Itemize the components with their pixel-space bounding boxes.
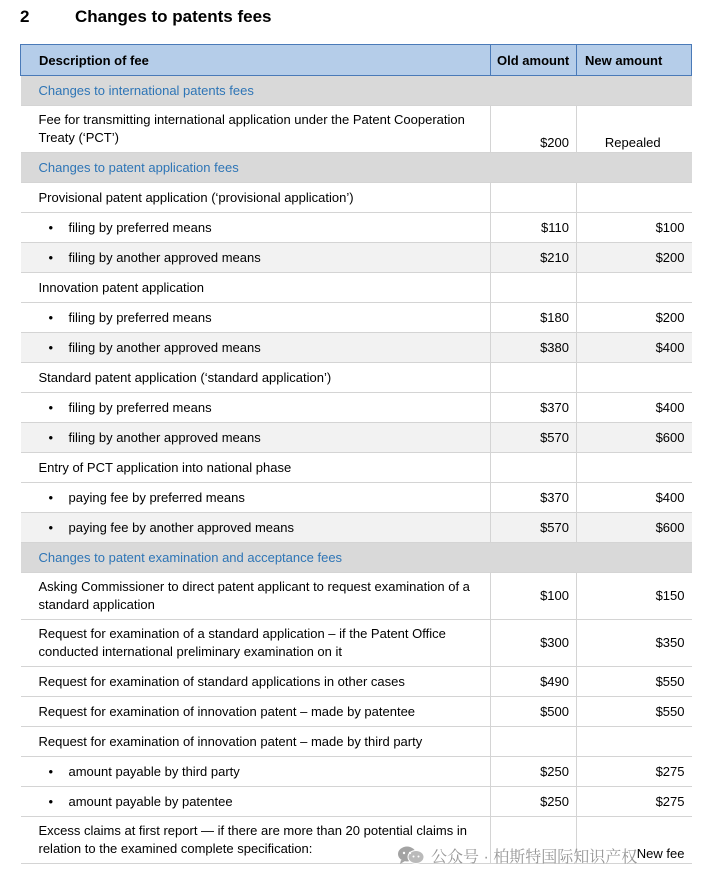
fee-description: Request for examination of standard applications in other cases <box>21 667 491 697</box>
section-label: Changes to patent application fees <box>21 153 692 183</box>
new-amount-cell: Repealed <box>577 106 692 153</box>
old-amount-cell <box>491 363 577 393</box>
fee-subitem-row <box>21 757 692 787</box>
old-amount-cell <box>491 453 577 483</box>
old-amount-cell <box>491 273 577 303</box>
fee-description: Request for examination of innovation patent – made by patentee <box>21 697 491 727</box>
new-amount-cell: $275 <box>577 787 692 817</box>
section-label: Changes to international patents fees <box>21 76 692 106</box>
section-row <box>21 76 692 106</box>
old-amount-cell: $570 <box>491 513 577 543</box>
old-amount-cell: $250 <box>491 787 577 817</box>
header-description: Description of fee <box>21 45 491 76</box>
fee-description: Asking Commissioner to direct patent applicant to request examination of a standard application <box>21 573 491 620</box>
bullet-icon: • <box>48 309 54 325</box>
fee-subitem-row <box>21 787 692 817</box>
fee-subitem-row <box>21 423 692 453</box>
table-header-row <box>21 45 692 76</box>
section-label: Changes to patent examination and acceptance fees <box>21 543 692 573</box>
new-amount-cell <box>577 727 692 757</box>
fee-description: Request for examination of innovation patent – made by third party <box>21 727 491 757</box>
new-amount-cell: $400 <box>577 393 692 423</box>
fee-description: Standard patent application (‘standard application’) <box>21 363 491 393</box>
new-amount-cell: $275 <box>577 757 692 787</box>
fee-subitem-description <box>21 393 491 423</box>
fee-description-text: filing by preferred means <box>68 309 212 325</box>
old-amount-cell: $100 <box>491 573 577 620</box>
fee-description-text: filing by another approved means <box>68 249 261 265</box>
fee-description: Innovation patent application <box>21 273 491 303</box>
section-row <box>21 543 692 573</box>
section-title: Changes to patents fees <box>75 7 272 26</box>
fee-subitem-row <box>21 393 692 423</box>
fee-subitem-row <box>21 483 692 513</box>
bullet-icon: • <box>48 763 54 779</box>
new-amount-cell <box>577 183 692 213</box>
fee-subitem-description <box>21 213 491 243</box>
fee-row <box>21 106 692 153</box>
old-amount-cell: $200 <box>491 106 577 153</box>
fee-description: Provisional patent application (‘provisional application’) <box>21 183 491 213</box>
section-number: 2 <box>20 7 30 26</box>
fee-description: Fee for transmitting international application under the Patent Cooperation Treaty (‘PCT’) <box>21 106 491 153</box>
bullet-icon: • <box>48 219 54 235</box>
new-amount-cell: $400 <box>577 333 692 363</box>
new-amount-cell: $600 <box>577 423 692 453</box>
fee-row <box>21 573 692 620</box>
new-amount-cell: $400 <box>577 483 692 513</box>
new-amount-cell: $150 <box>577 573 692 620</box>
fee-row <box>21 667 692 697</box>
old-amount-cell: $570 <box>491 423 577 453</box>
old-amount-cell: $380 <box>491 333 577 363</box>
old-amount-cell <box>491 183 577 213</box>
new-amount-cell: $550 <box>577 697 692 727</box>
old-amount-cell: $500 <box>491 697 577 727</box>
fee-subitem-description <box>21 757 491 787</box>
fee-row <box>21 697 692 727</box>
bullet-icon: • <box>48 249 54 265</box>
new-amount-cell: $200 <box>577 303 692 333</box>
new-amount-cell: $200 <box>577 243 692 273</box>
fee-subitem-row <box>21 303 692 333</box>
fee-row <box>21 453 692 483</box>
watermark <box>397 843 637 867</box>
fee-description-text: filing by preferred means <box>68 399 212 415</box>
bullet-icon: • <box>48 793 54 809</box>
watermark-text: 公众号 · 柏斯特国际知识产权 <box>431 848 638 866</box>
bullet-icon: • <box>48 339 54 355</box>
table-body <box>21 76 692 864</box>
fee-subitem-row <box>21 513 692 543</box>
fee-row <box>21 620 692 667</box>
fee-subitem-row <box>21 213 692 243</box>
fees-table <box>20 44 692 864</box>
fee-subitem-description <box>21 513 491 543</box>
fee-description-text: paying fee by another approved means <box>68 519 294 535</box>
fee-description-text: filing by another approved means <box>68 339 261 355</box>
fee-subitem-description <box>21 787 491 817</box>
fee-description-text: amount payable by patentee <box>68 793 233 809</box>
fee-subitem-description <box>21 483 491 513</box>
section-heading <box>20 4 272 30</box>
fee-subitem-description <box>21 333 491 363</box>
wechat-icon <box>397 845 425 865</box>
fee-description: Entry of PCT application into national phase <box>21 453 491 483</box>
fee-subitem-row <box>21 333 692 363</box>
fee-description: Excess claims at first report — if there are more than 20 potential claims in relation to the examined complete specification: <box>21 817 491 864</box>
old-amount-cell: $490 <box>491 667 577 697</box>
old-amount-cell: $370 <box>491 483 577 513</box>
fee-row <box>21 273 692 303</box>
fee-subitem-description <box>21 243 491 273</box>
fee-description-text: amount payable by third party <box>68 763 240 779</box>
new-amount-cell <box>577 453 692 483</box>
new-amount-cell <box>577 273 692 303</box>
fee-row <box>21 727 692 757</box>
old-amount-cell <box>491 727 577 757</box>
old-amount-cell: $180 <box>491 303 577 333</box>
bullet-icon: • <box>48 399 54 415</box>
old-amount-cell: $210 <box>491 243 577 273</box>
fee-subitem-description <box>21 423 491 453</box>
new-amount-cell: New fee <box>577 817 692 864</box>
fee-description-text: paying fee by preferred means <box>68 489 245 505</box>
fee-description-text: filing by preferred means <box>68 219 212 235</box>
old-amount-cell: $110 <box>491 213 577 243</box>
old-amount-cell: $370 <box>491 393 577 423</box>
old-amount-cell: $250 <box>491 757 577 787</box>
new-amount-cell: $600 <box>577 513 692 543</box>
bullet-icon: • <box>48 429 54 445</box>
new-amount-cell: $550 <box>577 667 692 697</box>
old-amount-cell: $300 <box>491 620 577 667</box>
new-amount-cell: $350 <box>577 620 692 667</box>
header-old-amount: Old amount <box>491 45 577 76</box>
fee-description-text: filing by another approved means <box>68 429 261 445</box>
fee-row <box>21 183 692 213</box>
header-new-amount: New amount <box>577 45 692 76</box>
fee-row <box>21 363 692 393</box>
fee-description: Request for examination of a standard application – if the Patent Office conducted international preliminary examination on it <box>21 620 491 667</box>
new-amount-cell: $100 <box>577 213 692 243</box>
section-row <box>21 153 692 183</box>
new-amount-cell <box>577 363 692 393</box>
fee-subitem-row <box>21 243 692 273</box>
bullet-icon: • <box>48 489 54 505</box>
fee-subitem-description <box>21 303 491 333</box>
bullet-icon: • <box>48 519 54 535</box>
